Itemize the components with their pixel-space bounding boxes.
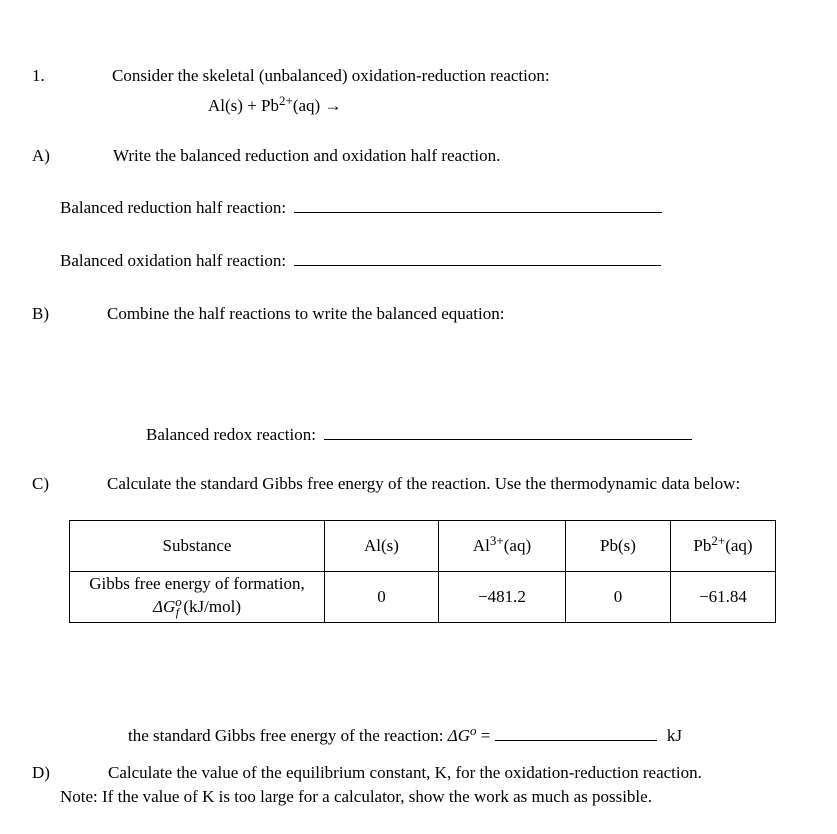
part-a-instruction: Write the balanced reduction and oxidation half reaction. <box>113 146 501 165</box>
gibbs-answer-row <box>128 723 682 745</box>
value-al-solid: 0 <box>325 572 439 623</box>
reaction-charge: 2+ <box>278 93 293 108</box>
answer-prefix: the standard Gibbs free energy of the reaction: <box>128 726 444 745</box>
thermodynamic-data-table <box>69 520 776 623</box>
reaction-left: Al(s) + Pb <box>208 96 279 115</box>
row-label-line2: $\Delta G^o_f$ (kJ/mol) <box>153 593 241 619</box>
part-a-label: A) <box>32 146 50 165</box>
question-intro: Consider the skeletal (unbalanced) oxidation-reduction reaction: <box>112 66 550 85</box>
question-number: 1. <box>32 66 45 85</box>
skeletal-reaction <box>208 93 342 115</box>
value-pb-solid: 0 <box>566 572 671 623</box>
gibbs-answer-blank[interactable] <box>495 740 657 741</box>
part-c-label: C) <box>32 474 49 493</box>
part-b-label: B) <box>32 304 49 323</box>
part-b-instruction: Combine the half reactions to write the balanced equation: <box>107 304 505 323</box>
answer-equals: = <box>480 726 491 745</box>
part-d-label: D) <box>32 763 50 782</box>
row-label-line1: Gibbs free energy of formation, <box>89 574 305 594</box>
value-pb2-aqueous: −61.84 <box>671 572 776 623</box>
answer-sup: o <box>470 723 477 738</box>
part-d-note: Note: If the value of K is too large for a calculator, show the work as much as possible. <box>60 787 652 806</box>
value-al3-aqueous: −481.2 <box>439 572 566 623</box>
table-row <box>70 572 776 623</box>
redox-answer-blank[interactable] <box>324 439 692 440</box>
reaction-right: (aq) → <box>292 96 342 115</box>
table-header-row <box>70 521 776 572</box>
redox-reaction-row <box>146 426 692 443</box>
oxidation-answer-blank[interactable] <box>294 265 661 266</box>
oxidation-half-reaction-row <box>60 252 661 269</box>
part-d-instruction: Calculate the value of the equilibrium constant, K, for the oxidation-reduction reaction. <box>108 763 702 782</box>
reduction-answer-blank[interactable] <box>294 212 662 213</box>
reduction-half-reaction-row <box>60 199 662 216</box>
row-label-gibbs <box>70 572 325 623</box>
header-al-solid: Al(s) <box>325 521 439 572</box>
oxidation-label: Balanced oxidation half reaction: <box>60 251 287 270</box>
answer-symbol: ΔG <box>447 726 470 745</box>
header-pb2-aqueous: $Pb^{2+}(aq)$ <box>671 521 776 572</box>
header-pb-solid: Pb(s) <box>566 521 671 572</box>
redox-label: Balanced redox reaction: <box>146 425 316 444</box>
header-substance: Substance <box>70 521 325 572</box>
answer-units: kJ <box>666 726 682 745</box>
reduction-label: Balanced reduction half reaction: <box>60 198 287 217</box>
header-al3-aqueous: $Al^{3+}(aq)$ <box>439 521 566 572</box>
part-c-instruction: Calculate the standard Gibbs free energy of the reaction. Use the thermodynamic data below: <box>107 474 741 493</box>
